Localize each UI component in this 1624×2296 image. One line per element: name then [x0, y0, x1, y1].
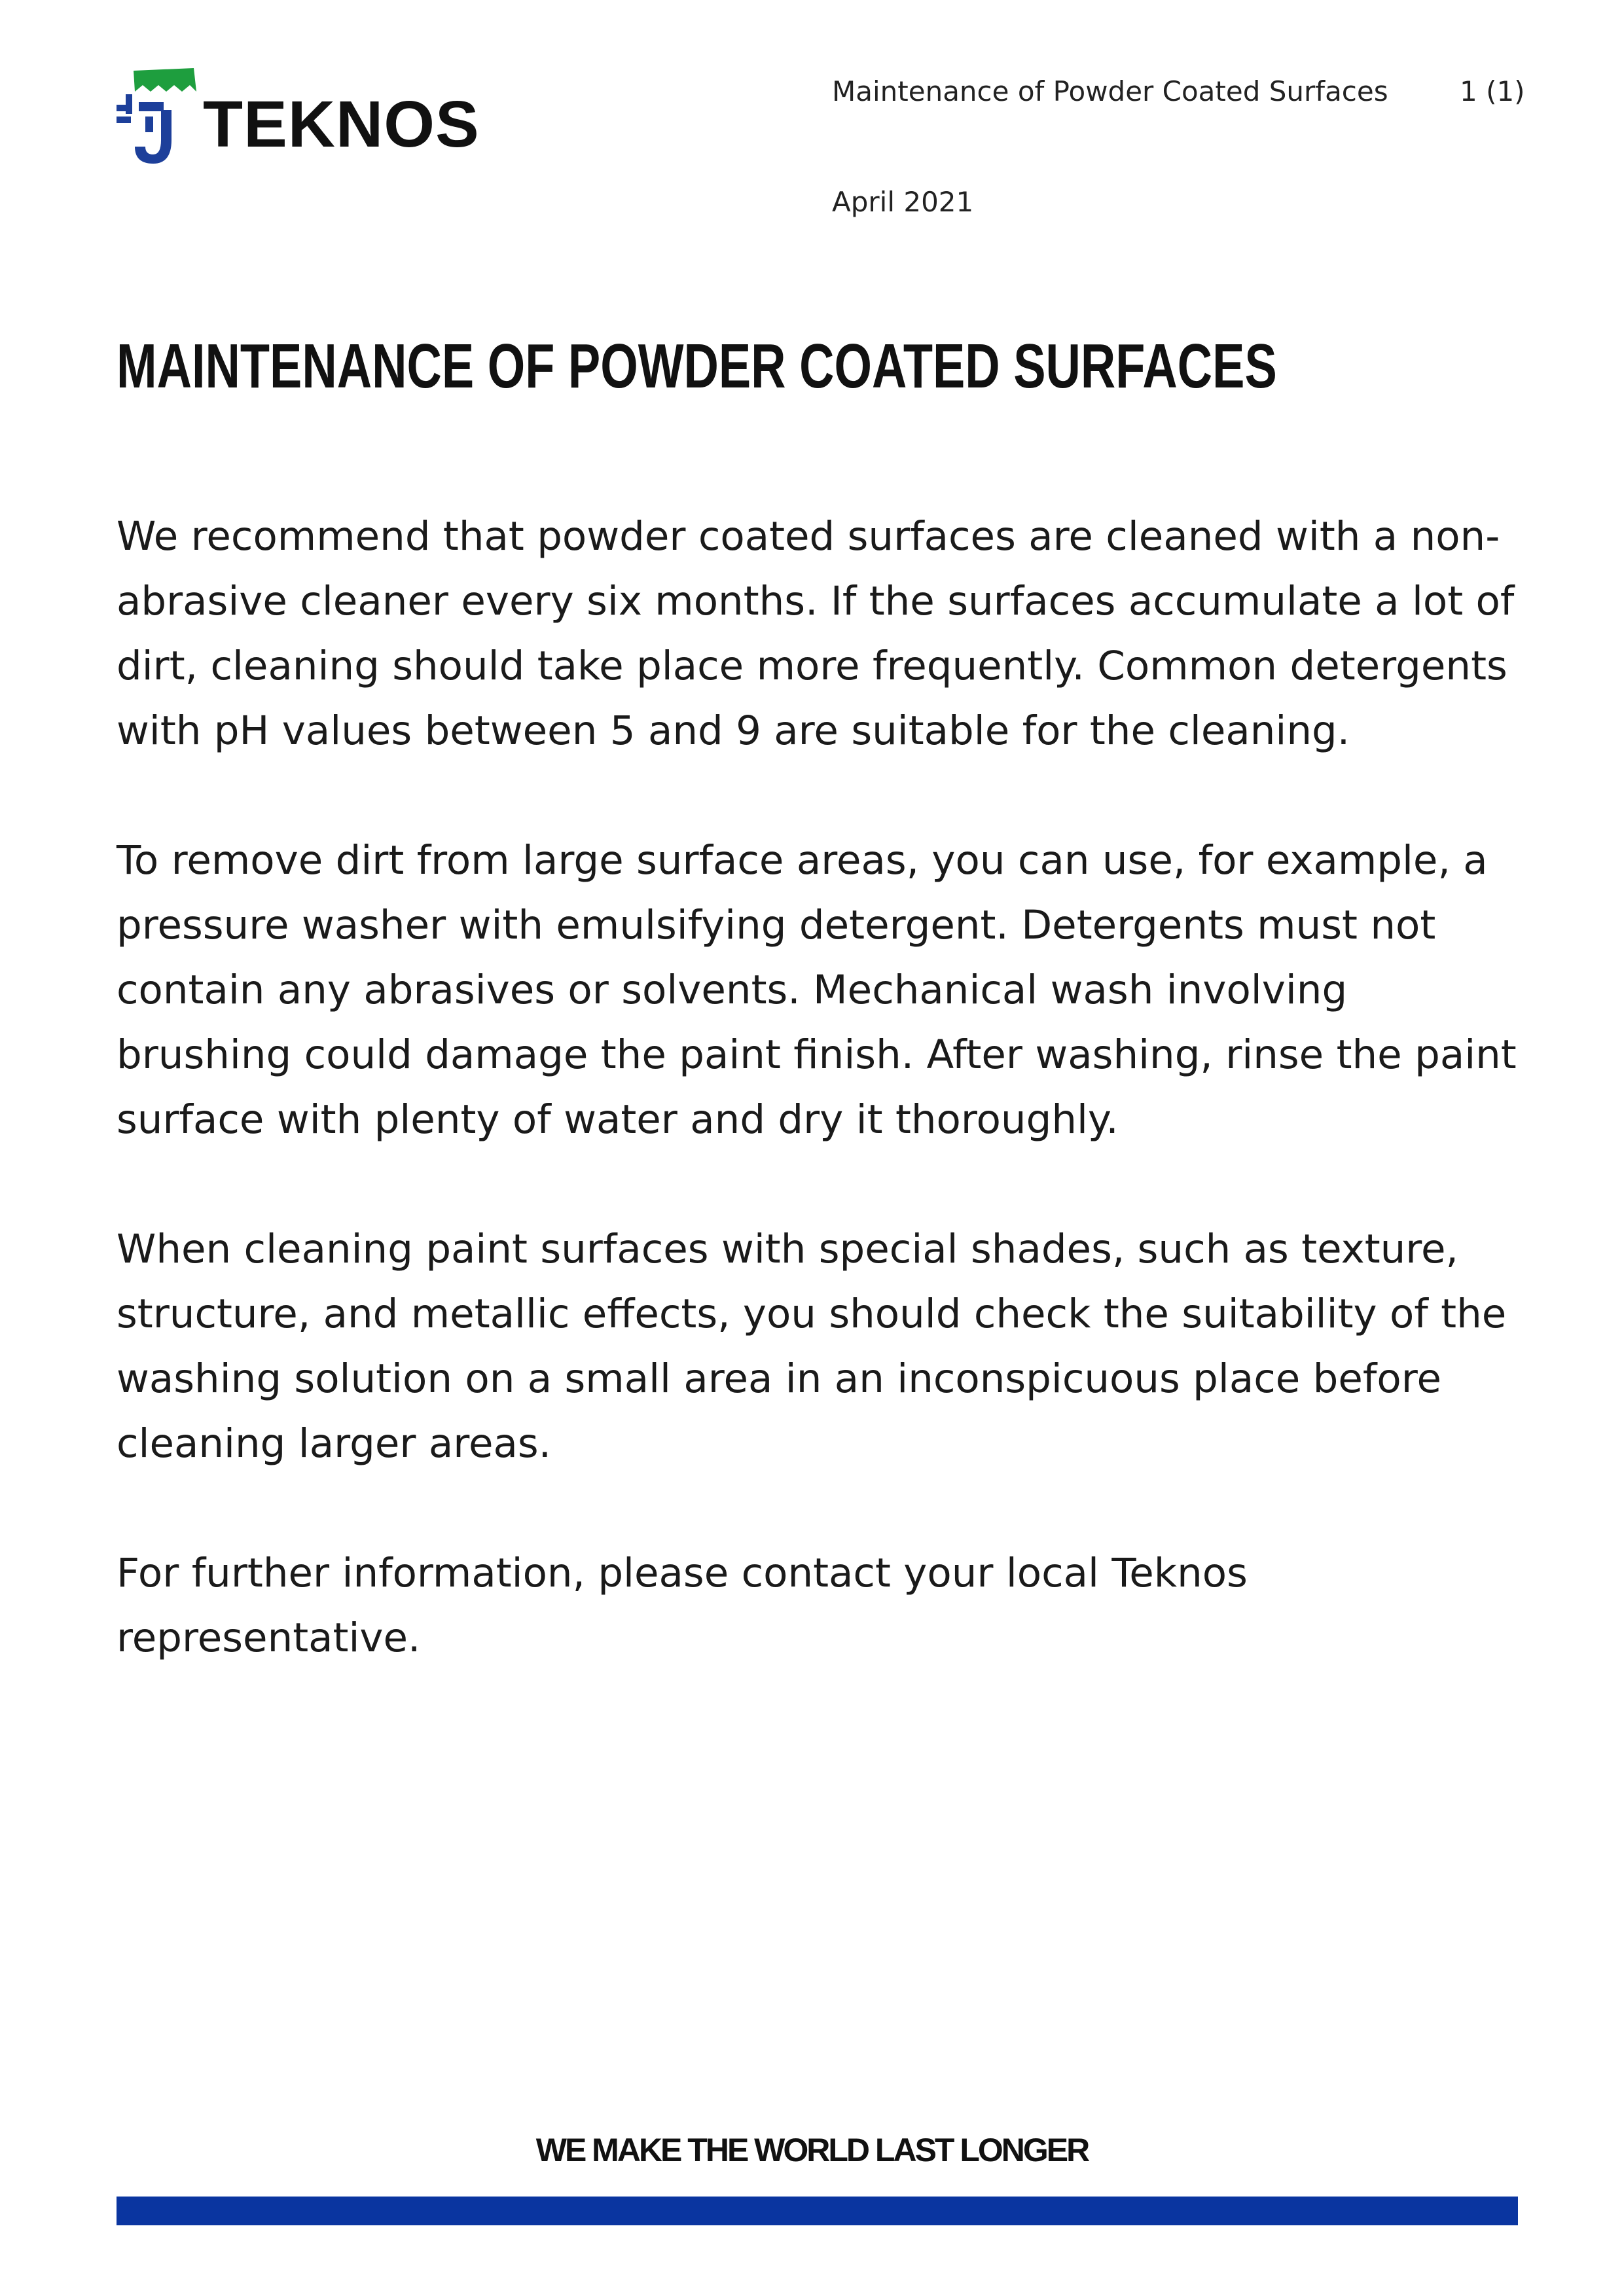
- footer-slogan: WE MAKE THE WORLD LAST LONGER: [535, 2132, 1089, 2168]
- logo-wordmark: TEKNOS: [203, 88, 480, 161]
- header-date: April 2021: [832, 186, 974, 218]
- header-document-title: Maintenance of Powder Coated Surfaces: [832, 75, 1388, 107]
- paragraph-special-shades: When cleaning paint surfaces with special shades, such as texture, structure, and metallic effects, you should check the suitability of the washing solution on a small area in an inconspicuous place before cleaning larger areas.: [117, 1226, 1507, 1467]
- paintbrush-logo-icon: [117, 68, 202, 166]
- paragraph-large-areas: To remove dirt from large surface areas, you can use, for example, a pressure washer with emulsifying detergent. Detergents must not contain any abrasives or solvents. Mechanical wash involving brushing could damage the paint finish. After washing, rinse the paint surface with plenty of water and dry it thoroughly.: [117, 837, 1517, 1143]
- paragraph-contact: For further information, please contact your local Teknos representative.: [117, 1550, 1248, 1661]
- body-text: [117, 504, 1524, 1735]
- page-number: 1 (1): [1460, 75, 1525, 107]
- footer-bar: [117, 2197, 1518, 2225]
- teknos-logo: [117, 68, 483, 166]
- paragraph-cleaning-frequency: We recommend that powder coated surfaces are cleaned with a non-abrasive cleaner every six months. If the surfaces accumulate a lot of dirt, cleaning should take place more frequently. Common detergents with pH values between 5 and 9 are suitable for the cleaning.: [117, 513, 1515, 754]
- page-title: MAINTENANCE OF POWDER COATED SURFACES: [117, 331, 1277, 401]
